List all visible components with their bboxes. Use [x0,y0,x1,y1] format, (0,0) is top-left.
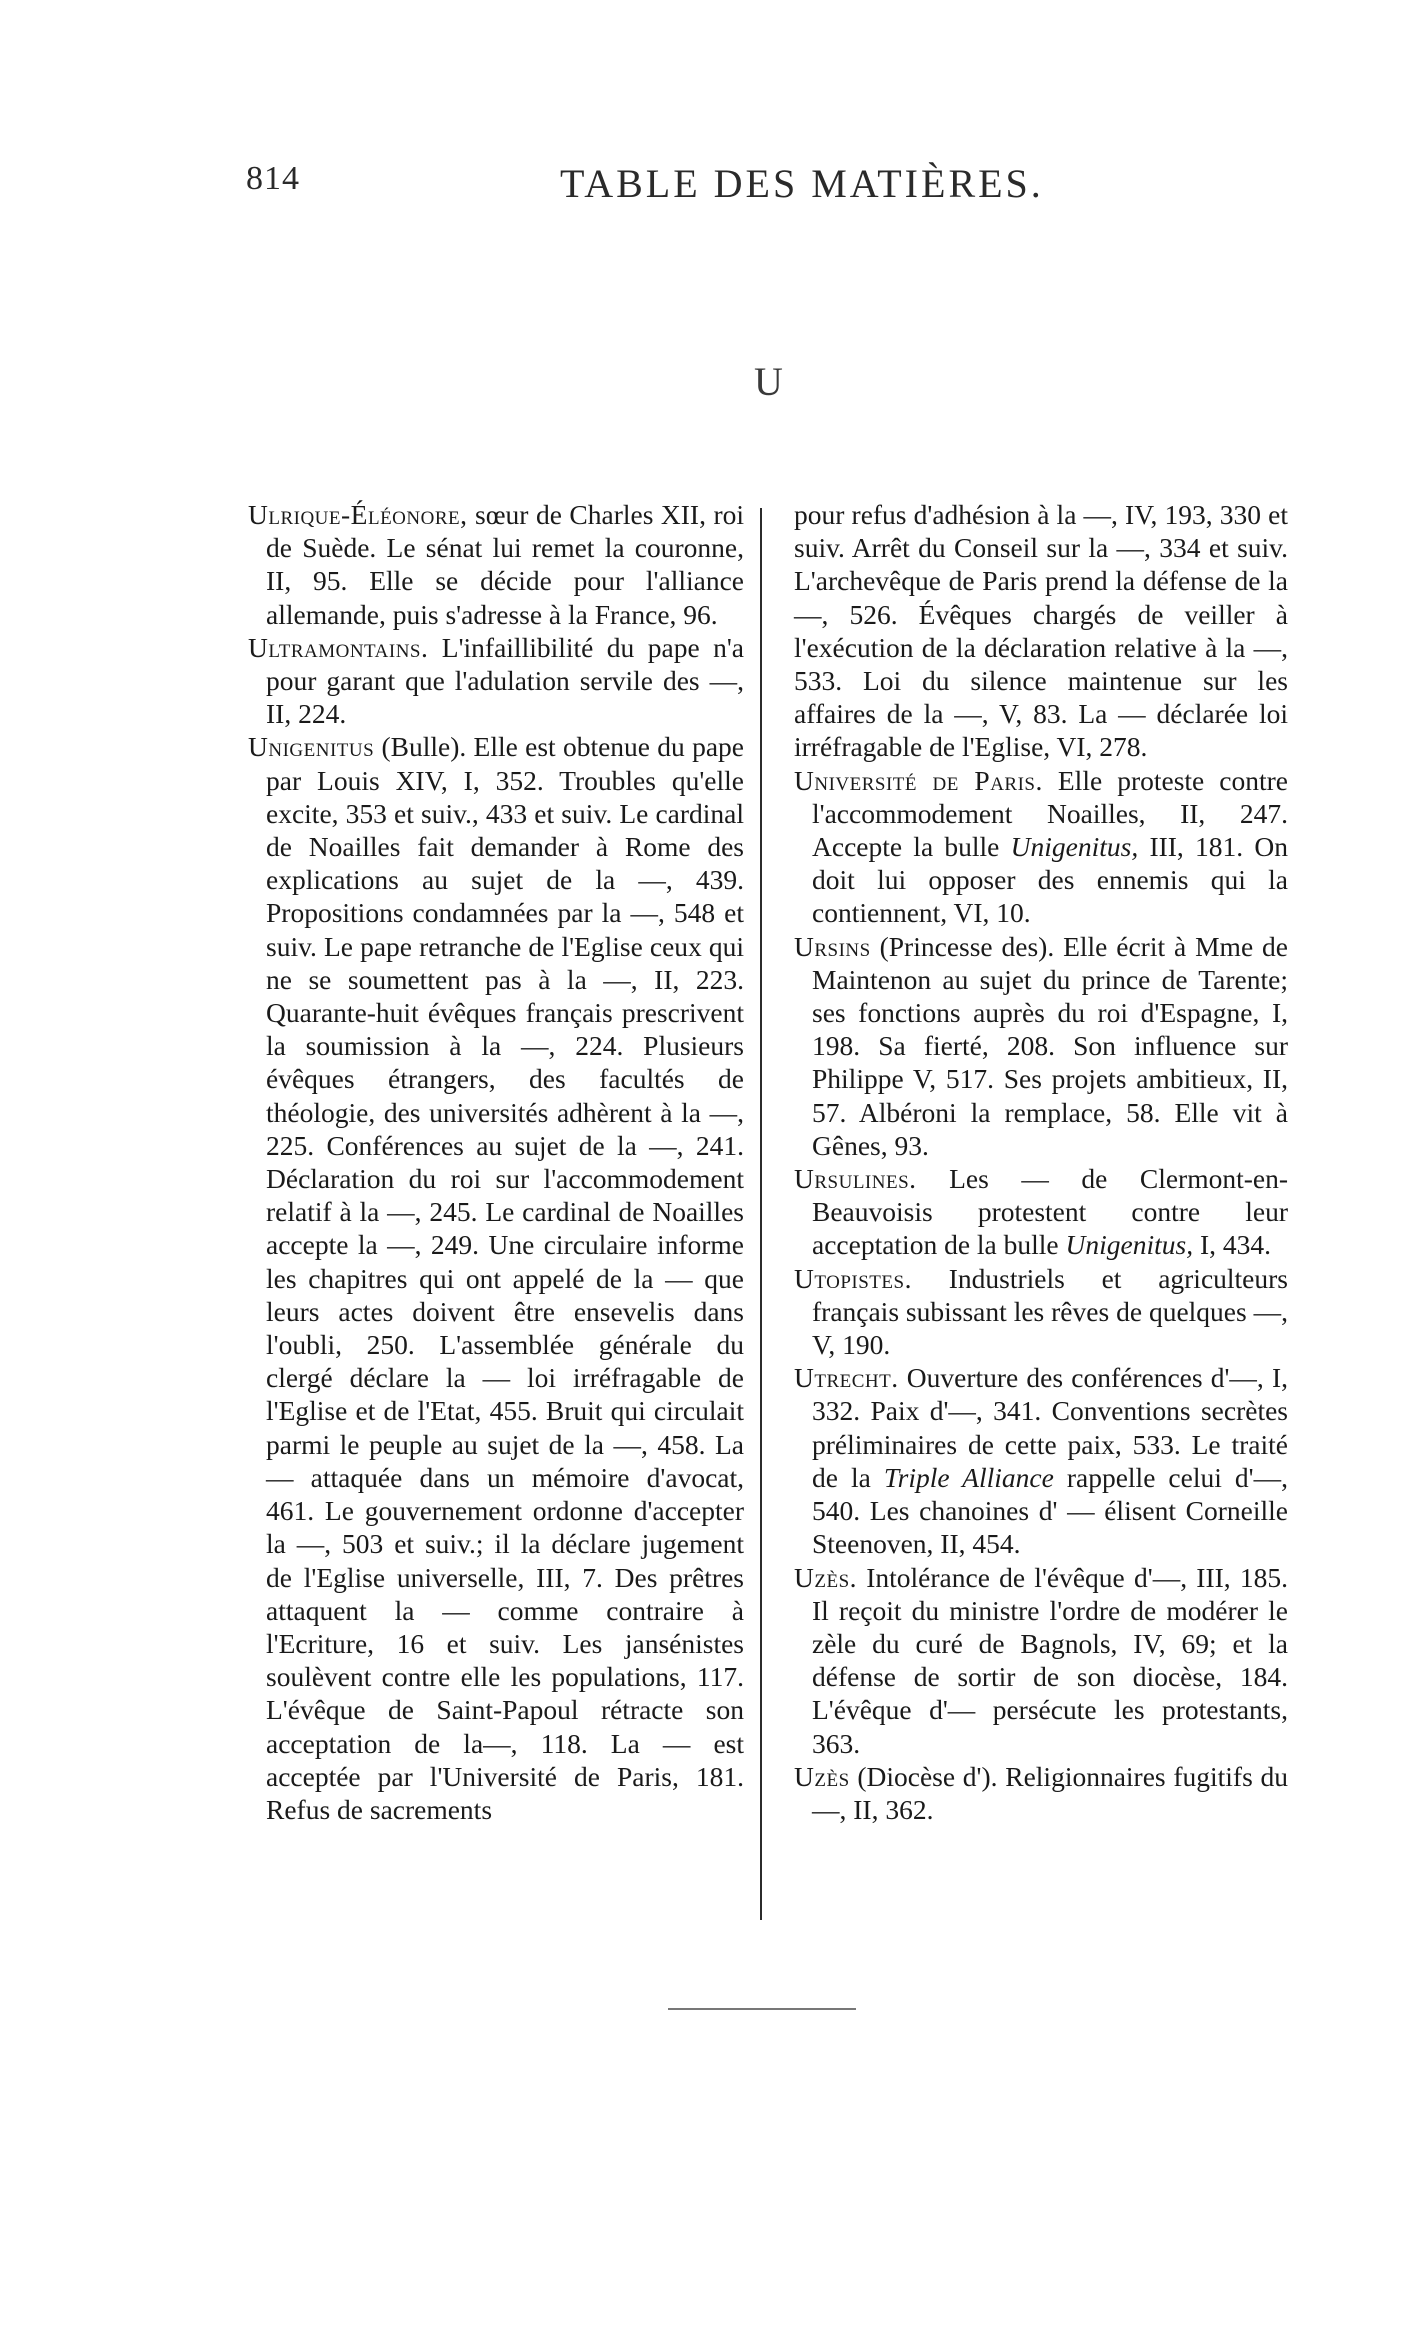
entry-head: Unigenitus [248,731,375,763]
index-entry-unigenitus [248,730,744,1826]
left-column [248,498,744,1826]
entry-text: Intolérance de l'évêque d'—, III, 185. Il reçoit du ministre l'ordre de modérer le zèle du curé de Bagnols, IV, 69; et la défense de sortir de son diocèse, 184. L'évêque d'— persécute les protestants, 363. [812,1561,1288,1759]
right-column [794,498,1288,1826]
entry-head: Université de Paris. [794,764,1043,796]
entry-text: sœur de Charles XII, roi de Suède. Le sénat lui remet la couronne, II, 95. Elle se décide pour l'alliance allemande, puis s'adresse à la France, 96. [266,499,744,630]
running-title: TABLE DES MATIÈRES. [560,161,1044,206]
entry-text: Elle proteste contre l'accommodement Noailles, II, 247. Accepte la bulle [812,764,1288,863]
entry-head: Ultramontains. [248,631,429,663]
index-entry-ursulines [794,1162,1288,1262]
entry-text: pour refus d'adhésion à la —, IV, 193, 330 et suiv. Arrêt du Conseil sur la —, 334 et suiv. L'archevêque de Paris prend la défense de la —, 526. Évêques chargés de veiller à l'exécution de la déclaration relative à la —, 533. Loi du silence maintenue sur les affaires de la —, V, 83. La — déclarée loi irréfragable de l'Eglise, VI, 278. [794,499,1288,763]
entry-head: Ursins [794,930,871,962]
entry-head: Utrecht. [794,1362,899,1394]
entry-text: (Bulle). Elle est obtenue du pape par Louis XIV, I, 352. Troubles qu'elle excite, 353 et suiv., 433 et suiv. Le cardinal de Noailles fait demander à Rome des explications au sujet de la —, 439. Propositions condamnées par la —, 548 et suiv. Le pape retranche de l'Eglise ceux qui ne se soumettent pas à la —, II, 223. Quarante-huit évêques français prescrivent la soumission à la —, 224. Plusieurs évêques étrangers, des facultés de théologie, des universités adhèrent à la —, 225. Conférences au sujet de la —, 241. Déclaration du roi sur l'accommodement relatif à la —, 245. Le cardinal de Noailles accepte la —, 249. Une circulaire informe les chapitres qui ont appelé de la — que leurs actes doivent être ensevelis dans l'oubli, 250. L'assemblée générale du clergé déclare la — loi irréfragable de l'Eglise et de l'Etat, 455. Bruit qui circulait parmi le peuple au sujet de la —, 458. La — attaquée dans un mémoire d'avocat, 461. Le gouvernement ordonne d'accepter la —, 503 et suiv.; il la déclare jugement de l'Eglise universelle, III, 7. Des prêtres attaquent la — comme contraire à l'Ecriture, 16 et suiv. Les jansénistes soulèvent contre elle les populations, 117. L'évêque de Saint-Papoul rétracte son acceptation de la—, 118. La — est acceptée par l'Université de Paris, 181. Refus de sacrements [266,731,744,1825]
entry-italic: Unigenitus, [1010,831,1139,863]
entry-tail: rappelle celui d'—, 540. Les chanoines d' — élisent Corneille Steenoven, II, 454. [812,1461,1289,1560]
entry-head: Utopistes. [794,1262,912,1294]
page-number: 814 [246,160,300,197]
column-divider [760,508,762,1920]
entry-italic: Triple Alliance [883,1461,1054,1493]
entry-head: Ursulines. [794,1163,917,1195]
index-entry-ursins [794,930,1288,1162]
entry-head: Uzès [794,1760,850,1792]
index-entry-ultramontains [248,631,744,731]
section-letter: U [754,359,783,404]
entry-head: Ulrique-Éléonore, [248,499,468,530]
entry-head: Uzès. [794,1561,858,1593]
bottom-rule [668,2008,856,2010]
entry-tail: I, 434. [1193,1229,1271,1261]
index-entry-universite [794,764,1288,930]
index-entry-unigenitus-continued [794,498,1288,764]
entry-text: (Princesse des). Elle écrit à Mme de Maintenon au sujet du prince de Tarente; ses fonctions auprès du roi d'Espagne, I, 198. Sa fierté, 208. Son influence sur Philippe V, 517. Ses projets ambitieux, II, 57. Albéroni la remplace, 58. Elle vit à Gênes, 93. [812,930,1288,1161]
index-entry-utrecht [794,1361,1288,1560]
entry-text: (Diocèse d'). Religionnaires fugitifs du —, II, 362. [812,1760,1288,1825]
index-entry-ulrique [248,498,744,631]
entry-text: L'infaillibilité du pape n'a pour garant que l'adulation servile des —, II, 224. [266,631,744,730]
index-entry-utopistes [794,1262,1288,1362]
entry-text: Industriels et agriculteurs français subissant les rêves de quelques —, V, 190. [812,1262,1288,1361]
entry-italic: Unigenitus, [1065,1229,1194,1261]
index-entry-uzes-diocese [794,1760,1288,1826]
entry-tail: III, 181. On doit lui opposer des ennemis qui la contiennent, VI, 10. [812,831,1288,929]
index-entry-uzes [794,1561,1288,1760]
entry-text: Les — de Clermont-en-Beauvoisis protestent contre leur acceptation de la bulle [812,1163,1288,1261]
entry-text: Ouverture des conférences d'—, I, 332. Paix d'—, 341. Conventions secrètes préliminaires de cette paix, 533. Le traité de la [812,1362,1288,1493]
